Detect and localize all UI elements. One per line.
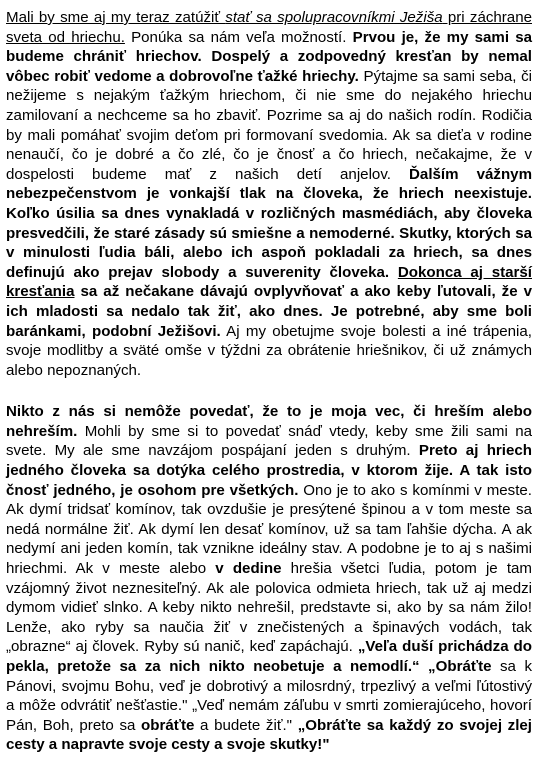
bold-run: sa každý zo svojej zlej cesty a napravte svoje cesty a svoje skutky!" [6,716,533,754]
document-page [6,8,532,755]
bold-run: v dedine [215,560,282,578]
bold-run: sa až nečakane dávajú ovplyvňovať a ako keby ľutovali, že v ich mladosti sa nedalo tak žiť, ako dnes. Je potrebné, aby sme boli baránkami, podobní Ježišovi. [6,283,532,340]
emphasis-run: stať sa spolupracovníkmi Ježiša [225,9,443,26]
bold-run: Nikto z nás si nemôže povedať, že to je moja vec, či hreším alebo nehreším. [6,403,532,440]
text-run: a budete žiť." [194,716,298,734]
text-run: sa k Pánovi, svojmu Bohu, veď je dobrotivý a milosrdný, trpezlivý a veľmi ľútostivý a môže odvrátiť nešťastie." „Veď nemám záľubu v smrti zomierajúceho, hovorí Pán, Boh, preto sa [6,658,532,734]
bold-run: Ďalším vážnym nebezpečenstvom je vonkajší tlak na človeka, že hriech neexistuje. Koľko úsilia sa dnes vynakladá v rozličných masmédiách, aby človeka presvedčili, že staré zásady sú smiešne a nemoderné. Skutky, ktorých sa v minulosti ľudia báli, alebo ich aspoň pokladali za hriech, sa dnes definujú ako prejav slobody a suverenity človeka. [6,165,532,281]
text-run [389,264,398,281]
text-run: Pýtajme sa sami seba, či nežijeme s nejakým ťažkým hriechom, či nie sme do nejakého hriechu zamilovaní a nechceme sa ho zbaviť. Pozrime sa aj do našich rodín. Rodičia by mali pomáhať svojim deťom pri formovaní svedomia. Ak sa dieťa v rodine nenaučí, čo je dobré a čo zlé, čo je čnosť a čo hriech, nečakajme, že v dospelosti budeme mať z našich detí anjelov. [6,67,532,183]
text-run: Ponúka sa nám veľa možností. [124,28,353,46]
bold-run: „Veľa duší prichádza do pekla, pretože sa za nich nikto neobetuje a nemodlí.“ „Obráťte [6,638,532,675]
bold-underline-run: Dokonca aj starší kresťania [6,263,532,301]
text-run: Aj my obetujme svoje bolesti a iné trápenia, svoje modlitby a sväté omše v týždni za obrátenie hriešnikov, či už známych alebo nepoznaných. [6,322,532,379]
bold-run: obráťte [141,716,195,734]
bold-run: „Obráťte [297,716,362,734]
text-run: Mohli by sme si to povedať snáď vtedy, keby sme žili sami na svete. My ale sme navzájom pospájaní jeden s druhým. [6,422,532,460]
text-run: hrešia všetci ľudia, potom je tam vzájomný život neznesiteľný. Ak ale polovica odmieta hriech, tak už aj medzi dymom vidieť slnko. A keby nikto nehrešil, predstavte si, ako by sa nám žilo! Lenže, ako ryby sa naučia žiť v znečistených a špinavých vodách, tak „obrazne“ aj človek. Ryby sú nanič, keď zapáchajú. [6,560,533,656]
paragraph-1 [6,8,532,380]
text-run: Mali by sme aj my teraz zatúžiť [6,9,226,26]
text-run: Ono je to ako s komínmi v meste. Ak dymí tridsať komínov, tak ovzdušie je presýtené špinou a v tom meste sa nedá normálne žiť. Ak dymí len desať komínov, už sa tam ľahšie dýcha. A ak nedymí ani jeden komín, tak vznikne ideálny stav. A podobne je to aj s našimi hriechmi. Ak v meste alebo [6,481,532,578]
bold-run: Preto aj hriech jedného človeka sa dotýka celého prostredia, v ktorom žije. A tak isto čnosť jedného, je osohom pre všetkých. [6,442,532,499]
bold-run: Prvou je, že my sami sa budeme chrániť hriechov. Dospelý a zodpovedný kresťan by nemal vôbec robiť vedome a dobrovoľne ťažké hriechy. [6,28,532,85]
paragraph-2 [6,402,532,755]
text-run: pri záchrane sveta od hriechu. [6,9,532,46]
paragraph-gap [6,380,532,402]
